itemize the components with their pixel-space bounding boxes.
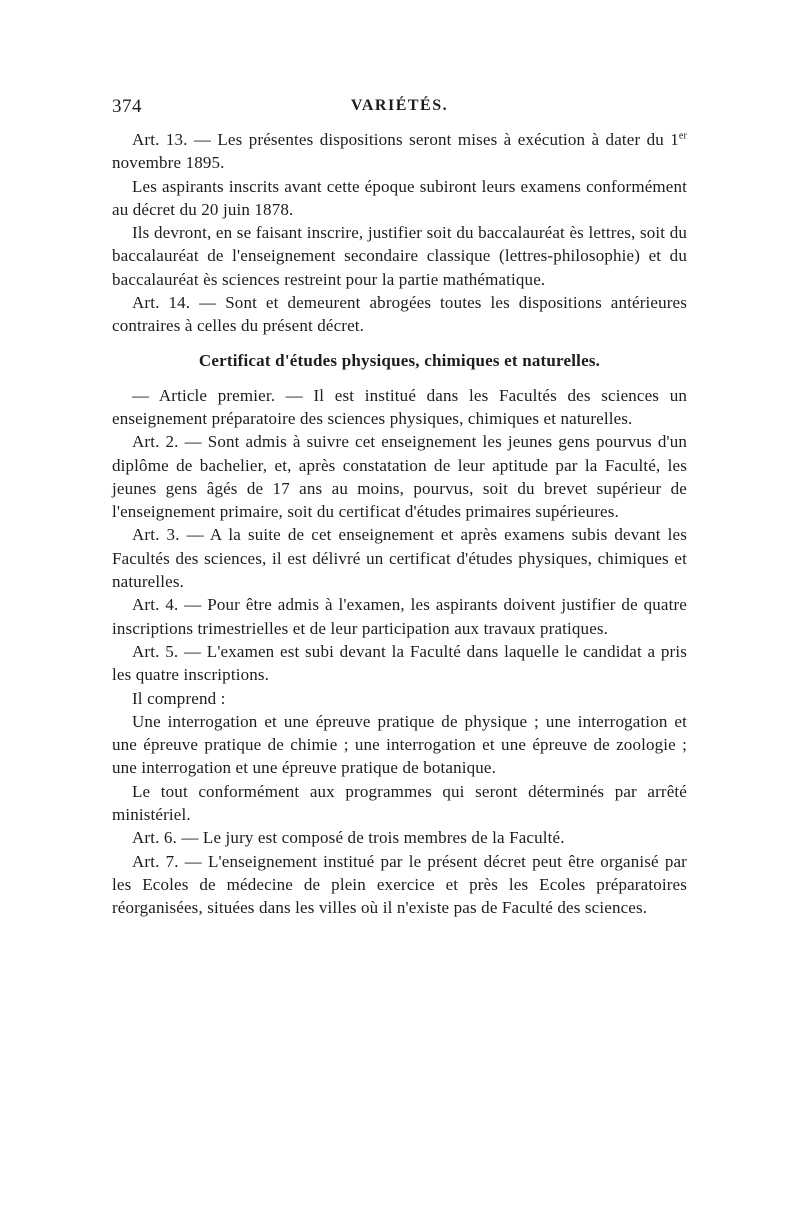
paragraph-art-13: Art. 13. — Les présentes dispositions seront mises à exécution à dater du 1er novembre 1895. [112, 130, 687, 173]
paragraph-art-3: Art. 3. — A la suite de cet enseignement et après examens subis devant les Facultés des sciences, il est délivré un certificat d'études physiques, chimiques et naturelles. [112, 525, 687, 592]
paragraph-inscription: Ils devront, en se faisant inscrire, justifier soit du baccalauréat ès lettres, soit du baccalauréat de l'enseignement secondaire classique (lettres-philosophie) et du baccalauréat ès sciences restreint pour la partie mathématique. [112, 223, 687, 289]
paragraph-art-2: Art. 2. — Sont admis à suivre cet enseignement les jeunes gens pourvus d'un diplôme de bachelier, et, après constatation de leur aptitude par la Faculté, les jeunes gens âgés de 17 ans au moins, pourvus, soit du brevet supérieur de l'enseignement primaire, soit du certificat d'études primaires supérieures. [112, 432, 687, 522]
running-title: VARIÉTÉS. [350, 97, 449, 114]
paragraph-epreuves: Une interrogation et une épreuve pratique de physique ; une interrogation et une épreuve pratique de chimie ; une interrogation et une épreuve de zoologie ; une interrogation et une épreuve pratique de botanique. [112, 711, 687, 778]
paragraph-art-14: Art. 14. — Sont et demeurent abrogées toutes les dispositions antérieures contraires à celles du présent décret. [112, 293, 687, 336]
paragraph-aspirants: Les aspirants inscrits avant cette époque subiront leurs examens conformément au décret du 20 juin 1878. [112, 176, 687, 219]
page-number: 374 [112, 96, 142, 117]
paragraph-art-4: Art. 4. — Pour être admis à l'examen, les aspirants doivent justifier de quatre inscriptions trimestrielles et de leur participation aux travaux pratiques. [112, 595, 687, 638]
paragraph-art-6: Art. 6. — Le jury est composé de trois membres de la Faculté. [132, 828, 565, 848]
paragraph-art-5: Art. 5. — L'examen est subi devant la Faculté dans laquelle le candidat a pris les quatre inscriptions. [112, 641, 687, 685]
section-heading: Certificat d'études physiques, chimiques et naturelles. [198, 350, 601, 370]
paragraph-il-comprend: Il comprend : [132, 688, 226, 708]
document-page [112, 96, 687, 920]
paragraph-article-premier: — Article premier. — Il est institué dans les Facultés des sciences un enseignement préparatoire des sciences physiques, chimiques et naturelles. [112, 385, 687, 428]
decree-articles-end [112, 128, 687, 338]
paragraph-programmes: Le tout conformément aux programmes qui seront déterminés par arrêté ministériel. [112, 781, 687, 825]
paragraph-art-7: Art. 7. — L'enseignement institué par le présent décret peut être organisé par les Ecoles de médecine de plein exercice et près les Ecoles préparatoires réorganisées, situées dans les villes où il n'existe pas de Faculté des sciences. [112, 851, 687, 918]
certificat-decree [112, 384, 687, 920]
running-head [112, 96, 687, 124]
